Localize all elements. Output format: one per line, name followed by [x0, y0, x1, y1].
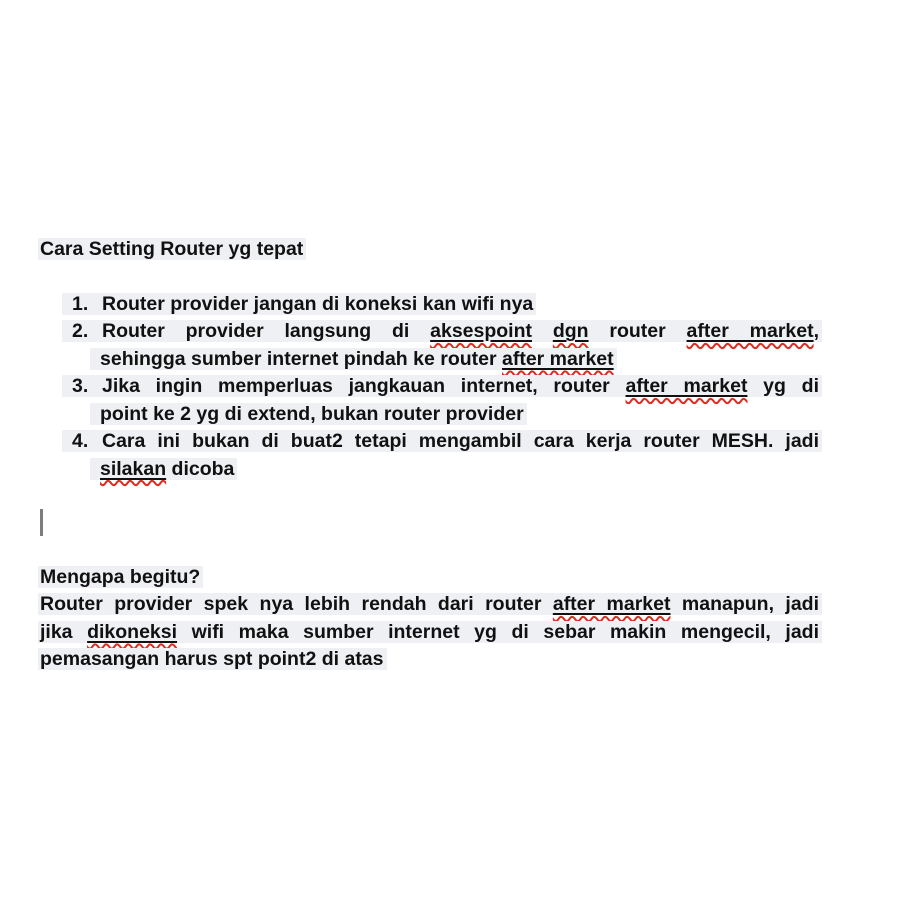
- text-segment: [532, 320, 553, 342]
- document-title-text: Cara Setting Router yg tepat: [38, 238, 306, 260]
- text-segment: point ke 2 yg di extend, bukan router provider: [100, 402, 524, 425]
- line-highlight: [38, 648, 387, 670]
- why-section: [38, 564, 822, 674]
- why-paragraph: [38, 591, 822, 673]
- paragraph-line[interactable]: [38, 646, 822, 673]
- list-item-line[interactable]: [40, 401, 822, 428]
- text-segment: pemasangan harus spt point2 di atas: [40, 648, 384, 671]
- misspelled-word[interactable]: [87, 621, 177, 643]
- misspelled-word[interactable]: [100, 458, 166, 480]
- line-highlight: [38, 621, 822, 643]
- list-item-line[interactable]: [40, 291, 822, 318]
- why-heading-text: Mengapa begitu?: [38, 566, 203, 588]
- line-highlight: [62, 430, 822, 452]
- spellcheck-underline: silakan: [100, 457, 167, 480]
- line-highlight: [62, 375, 822, 397]
- document-title[interactable]: [38, 236, 822, 263]
- text-segment: wifi maka sumber internet yg di sebar makin mengecil, jadi: [177, 620, 819, 643]
- text-segment: ,: [813, 320, 820, 343]
- spellcheck-underline: after market: [625, 375, 748, 398]
- text-segment: Router provider spek nya lebih rendah dari router: [40, 593, 553, 616]
- text-segment: router: [588, 320, 687, 343]
- misspelled-word[interactable]: [502, 348, 614, 370]
- text-segment: Router provider jangan di koneksi kan wifi nya: [102, 293, 534, 315]
- spellcheck-underline: after market: [552, 593, 671, 616]
- text-segment: Jika ingin memperluas jangkauan internet, router: [102, 375, 626, 398]
- paragraph-line[interactable]: [38, 591, 822, 618]
- list-item-line[interactable]: [40, 428, 822, 455]
- misspelled-word[interactable]: [430, 320, 532, 342]
- text-cursor: [40, 509, 43, 536]
- text-segment: Cara ini bukan di buat2 tetapi mengambil cara kerja router MESH. jadi: [102, 430, 819, 453]
- list-item-line[interactable]: [40, 456, 822, 483]
- paragraph-line[interactable]: [38, 619, 822, 646]
- text-segment: dicoba: [166, 457, 235, 480]
- list-number: 1.: [72, 293, 89, 315]
- misspelled-word[interactable]: [553, 593, 671, 615]
- list-item-line[interactable]: [40, 318, 822, 345]
- list-number: 3.: [72, 375, 89, 398]
- spellcheck-underline: aksespoint: [430, 320, 532, 343]
- line-highlight: [90, 348, 617, 370]
- misspelled-word[interactable]: [553, 320, 589, 342]
- misspelled-word[interactable]: [687, 320, 814, 342]
- line-highlight: [62, 320, 822, 342]
- text-segment: sehingga sumber internet pindah ke router: [100, 347, 502, 370]
- text-segment: jika: [40, 620, 88, 643]
- list-item-line[interactable]: [40, 346, 822, 373]
- text-segment: yg di: [747, 375, 819, 398]
- line-highlight: [62, 293, 536, 315]
- spellcheck-underline: after market: [502, 347, 614, 370]
- line-highlight: [38, 593, 822, 615]
- spellcheck-underline: dgn: [552, 320, 589, 343]
- spellcheck-underline: after market: [686, 320, 814, 343]
- text-segment: Router provider langsung di: [102, 320, 431, 343]
- spellcheck-underline: dikoneksi: [87, 620, 178, 643]
- line-highlight: [90, 403, 527, 425]
- line-highlight: [90, 458, 237, 480]
- list-item-line[interactable]: [40, 373, 822, 400]
- text-segment: manapun, jadi: [670, 593, 819, 616]
- list-number: 4.: [72, 430, 89, 453]
- why-heading[interactable]: [38, 564, 822, 591]
- misspelled-word[interactable]: [626, 375, 748, 397]
- list-number: 2.: [72, 320, 89, 343]
- ordered-list: [40, 291, 822, 483]
